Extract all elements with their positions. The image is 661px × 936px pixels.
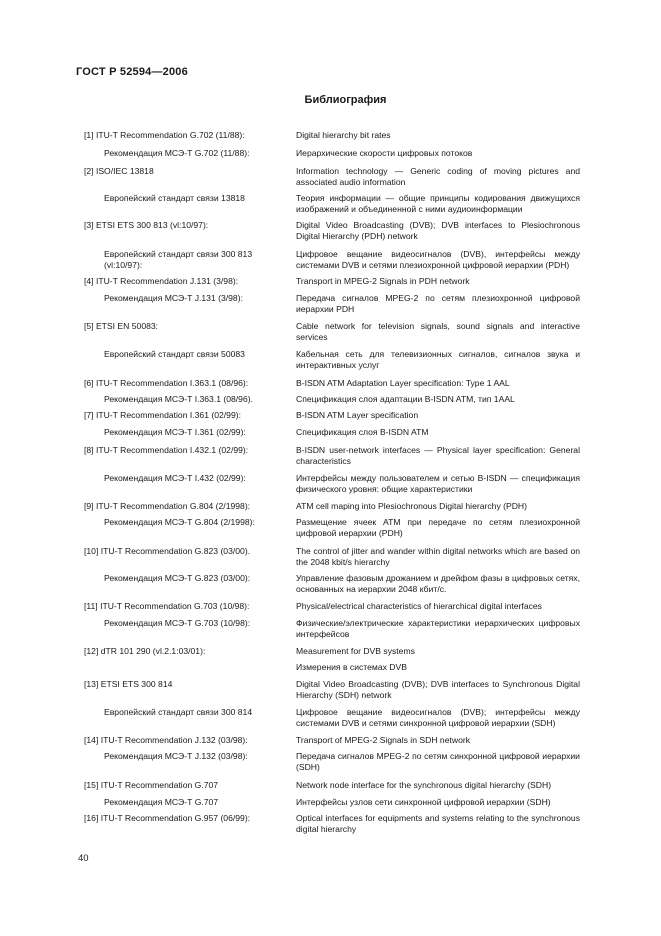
entry-6-left: [6] ITU-T Recommendation I.363.1 (08/96): — [84, 378, 249, 388]
entry-5-ru-left: Европейский стандарт связи 50083 — [104, 349, 245, 359]
entry-13-ru-right: Цифровое вещание видеосигналов (DVB); интерфейсы между системами DVB и сетями синхронной цифровой иерархии (SDH) — [296, 707, 580, 729]
entry-14-ru-right: Передача сигналов MPEG-2 по сетям синхронной цифровой иерархии (SDH) — [296, 751, 580, 773]
entry-8-left: [8] ITU-T Recommendation I.432.1 (02/99): — [84, 445, 249, 455]
entry-3-left: [3] ETSI ETS 300 813 (vl:10/97): — [84, 220, 209, 230]
entry-10-ru-left: Рекомендация МСЭ-Т G.823 (03/00): — [104, 573, 251, 583]
entry-8-ru-right: Интерфейсы между пользователем и сетью B-ISDN — спецификация физического уровня: общие характеристики — [296, 473, 580, 495]
entry-13-ru-left: Европейский стандарт связи 300 814 — [104, 707, 253, 717]
entry-1-left: [1] ITU-T Recommendation G.702 (11/88): — [84, 130, 245, 140]
entry-13-left: [13] ETSI ETS 300 814 — [84, 679, 173, 689]
entry-4-ru-left: Рекомендация МСЭ-Т J.131 (3/98): — [104, 293, 243, 303]
entry-15-ru-right: Интерфейсы узлов сети синхронной цифровой иерархии (SDH) — [296, 797, 551, 807]
entry-10-ru-right: Управление фазовым дрожанием и дрейфом фазы в цифровых сетях, основанных на иерархии 2048 кбит/с. — [296, 573, 580, 595]
entry-3-ru-right: Цифровое вещание видеосигналов (DVB), интерфейсы между системами DVB и сетями плезиохронной цифровой иерархии (PDH) — [296, 249, 580, 271]
entry-9-left: [9] ITU-T Recommendation G.804 (2/1998): — [84, 501, 251, 511]
page-number: 40 — [78, 853, 89, 864]
entry-7-right: B-ISDN ATM Layer specification — [296, 410, 419, 420]
entry-3-right: Digital Video Broadcasting (DVB); DVB interfaces to Plesiochronous Digital Hierarchy (PDH) network — [296, 220, 580, 242]
entry-10-left: [10] ITU-T Recommendation G.823 (03/00). — [84, 546, 251, 556]
entry-12-ru-right: Измерения в системах DVB — [296, 662, 407, 672]
entry-7-ru-left: Рекомендация МСЭ-Т I.361 (02/99): — [104, 427, 246, 437]
entry-11-ru-right: Физические/электрические характеристики иерархических цифровых интерфейсов — [296, 618, 580, 640]
entry-7-ru-right: Спецификация слоя B-ISDN ATM — [296, 427, 429, 437]
entry-4-right: Transport in MPEG-2 Signals in PDH network — [296, 276, 470, 286]
entry-10-right: The control of jitter and wander within digital networks which are based on the 2048 kbit/s hierarchy — [296, 546, 580, 568]
entry-2-ru-left: Европейский стандарт связи 13818 — [104, 193, 245, 203]
entry-6-ru-right: Спецификация слоя адаптации B-ISDN ATM, тип 1AAL — [296, 394, 515, 404]
entry-4-left: [4] ITU-T Recommendation J.131 (3/98): — [84, 276, 239, 286]
entry-1-ru-left: Рекомендация МСЭ-Т G.702 (11/88): — [104, 148, 250, 158]
entry-6-ru-left: Рекомендация МСЭ-Т I.363.1 (08/96). — [104, 394, 253, 404]
entry-13-right: Digital Video Broadcasting (DVB); DVB interfaces to Synchronous Digital Hierarchy (SDH) network — [296, 679, 580, 701]
entry-5-ru-right: Кабельная сеть для телевизионных сигналов, сигналов звука и интерактивных услуг — [296, 349, 580, 371]
standard-header: ГОСТ Р 52594—2006 — [76, 66, 188, 78]
entry-3-ru-left: Европейский стандарт связи 300 813 (vl:10/97): — [104, 249, 253, 271]
entry-9-ru-left: Рекомендация МСЭ-Т G.804 (2/1998): — [104, 517, 255, 527]
entry-1-ru-right: Иерархические скорости цифровых потоков — [296, 148, 473, 158]
entry-11-left: [11] ITU-T Recommendation G.703 (10/98): — [84, 601, 250, 611]
entry-8-right: B-ISDN user-network interfaces — Physical layer specification: General characteristics — [296, 445, 580, 467]
entry-16-right: Optical interfaces for equipments and systems relating to the synchronous digital hierarchy — [296, 813, 580, 835]
entry-12-left: [12] dTR 101 290 (vl.2.1:03/01): — [84, 646, 206, 656]
entry-9-right: ATM cell maping into Plesiochronous Digital hierarchy (PDH) — [296, 501, 528, 511]
entry-14-ru-left: Рекомендация МСЭ-Т J.132 (03/98): — [104, 751, 248, 761]
entry-8-ru-left: Рекомендация МСЭ-Т I.432 (02/99): — [104, 473, 246, 483]
entry-15-ru-left: Рекомендация МСЭ-Т G.707 — [104, 797, 219, 807]
entry-15-left: [15] ITU-T Recommendation G.707 — [84, 780, 219, 790]
entry-14-right: Transport of MPEG-2 Signals in SDH network — [296, 735, 471, 745]
bibliography-title: Библиография — [304, 94, 387, 106]
entry-9-ru-right: Размещение ячеек ATM при передаче по сетям плезиохронной цифровой иерархии (PDH) — [296, 517, 580, 539]
entry-1-right: Digital hierarchy bit rates — [296, 130, 391, 140]
entry-7-left: [7] ITU-T Recommendation I.361 (02/99): — [84, 410, 241, 420]
entry-11-ru-left: Рекомендация МСЭ-Т G.703 (10/98): — [104, 618, 251, 628]
entry-16-left: [16] ITU-T Recommendation G.957 (06/99): — [84, 813, 251, 823]
entry-6-right: B-ISDN ATM Adaptation Layer specification: Type 1 AAL — [296, 378, 510, 388]
entry-12-right: Measurement for DVB systems — [296, 646, 415, 656]
entry-5-right: Cable network for television signals, sound signals and interactive services — [296, 321, 580, 343]
entry-14-left: [14] ITU-T Recommendation J.132 (03/98): — [84, 735, 248, 745]
entry-4-ru-right: Передача сигналов MPEG-2 по сетям плезиохронной цифровой иерархии PDH — [296, 293, 580, 315]
entry-2-left: [2] ISO/IEC 13818 — [84, 166, 154, 176]
entry-11-right: Physical/electrical characteristics of hierarchical digital interfaces — [296, 601, 542, 611]
entry-5-left: [5] ETSI EN 50083: — [84, 321, 159, 331]
entry-15-right: Network node interface for the synchronous digital hierarchy (SDH) — [296, 780, 552, 790]
entry-2-right: Information technology — Generic coding of moving pictures and associated audio information — [296, 166, 580, 188]
entry-2-ru-right: Теория информации — общие принципы кодирования движущихся изображений и объединенной с ними аудиоинформации — [296, 193, 580, 215]
